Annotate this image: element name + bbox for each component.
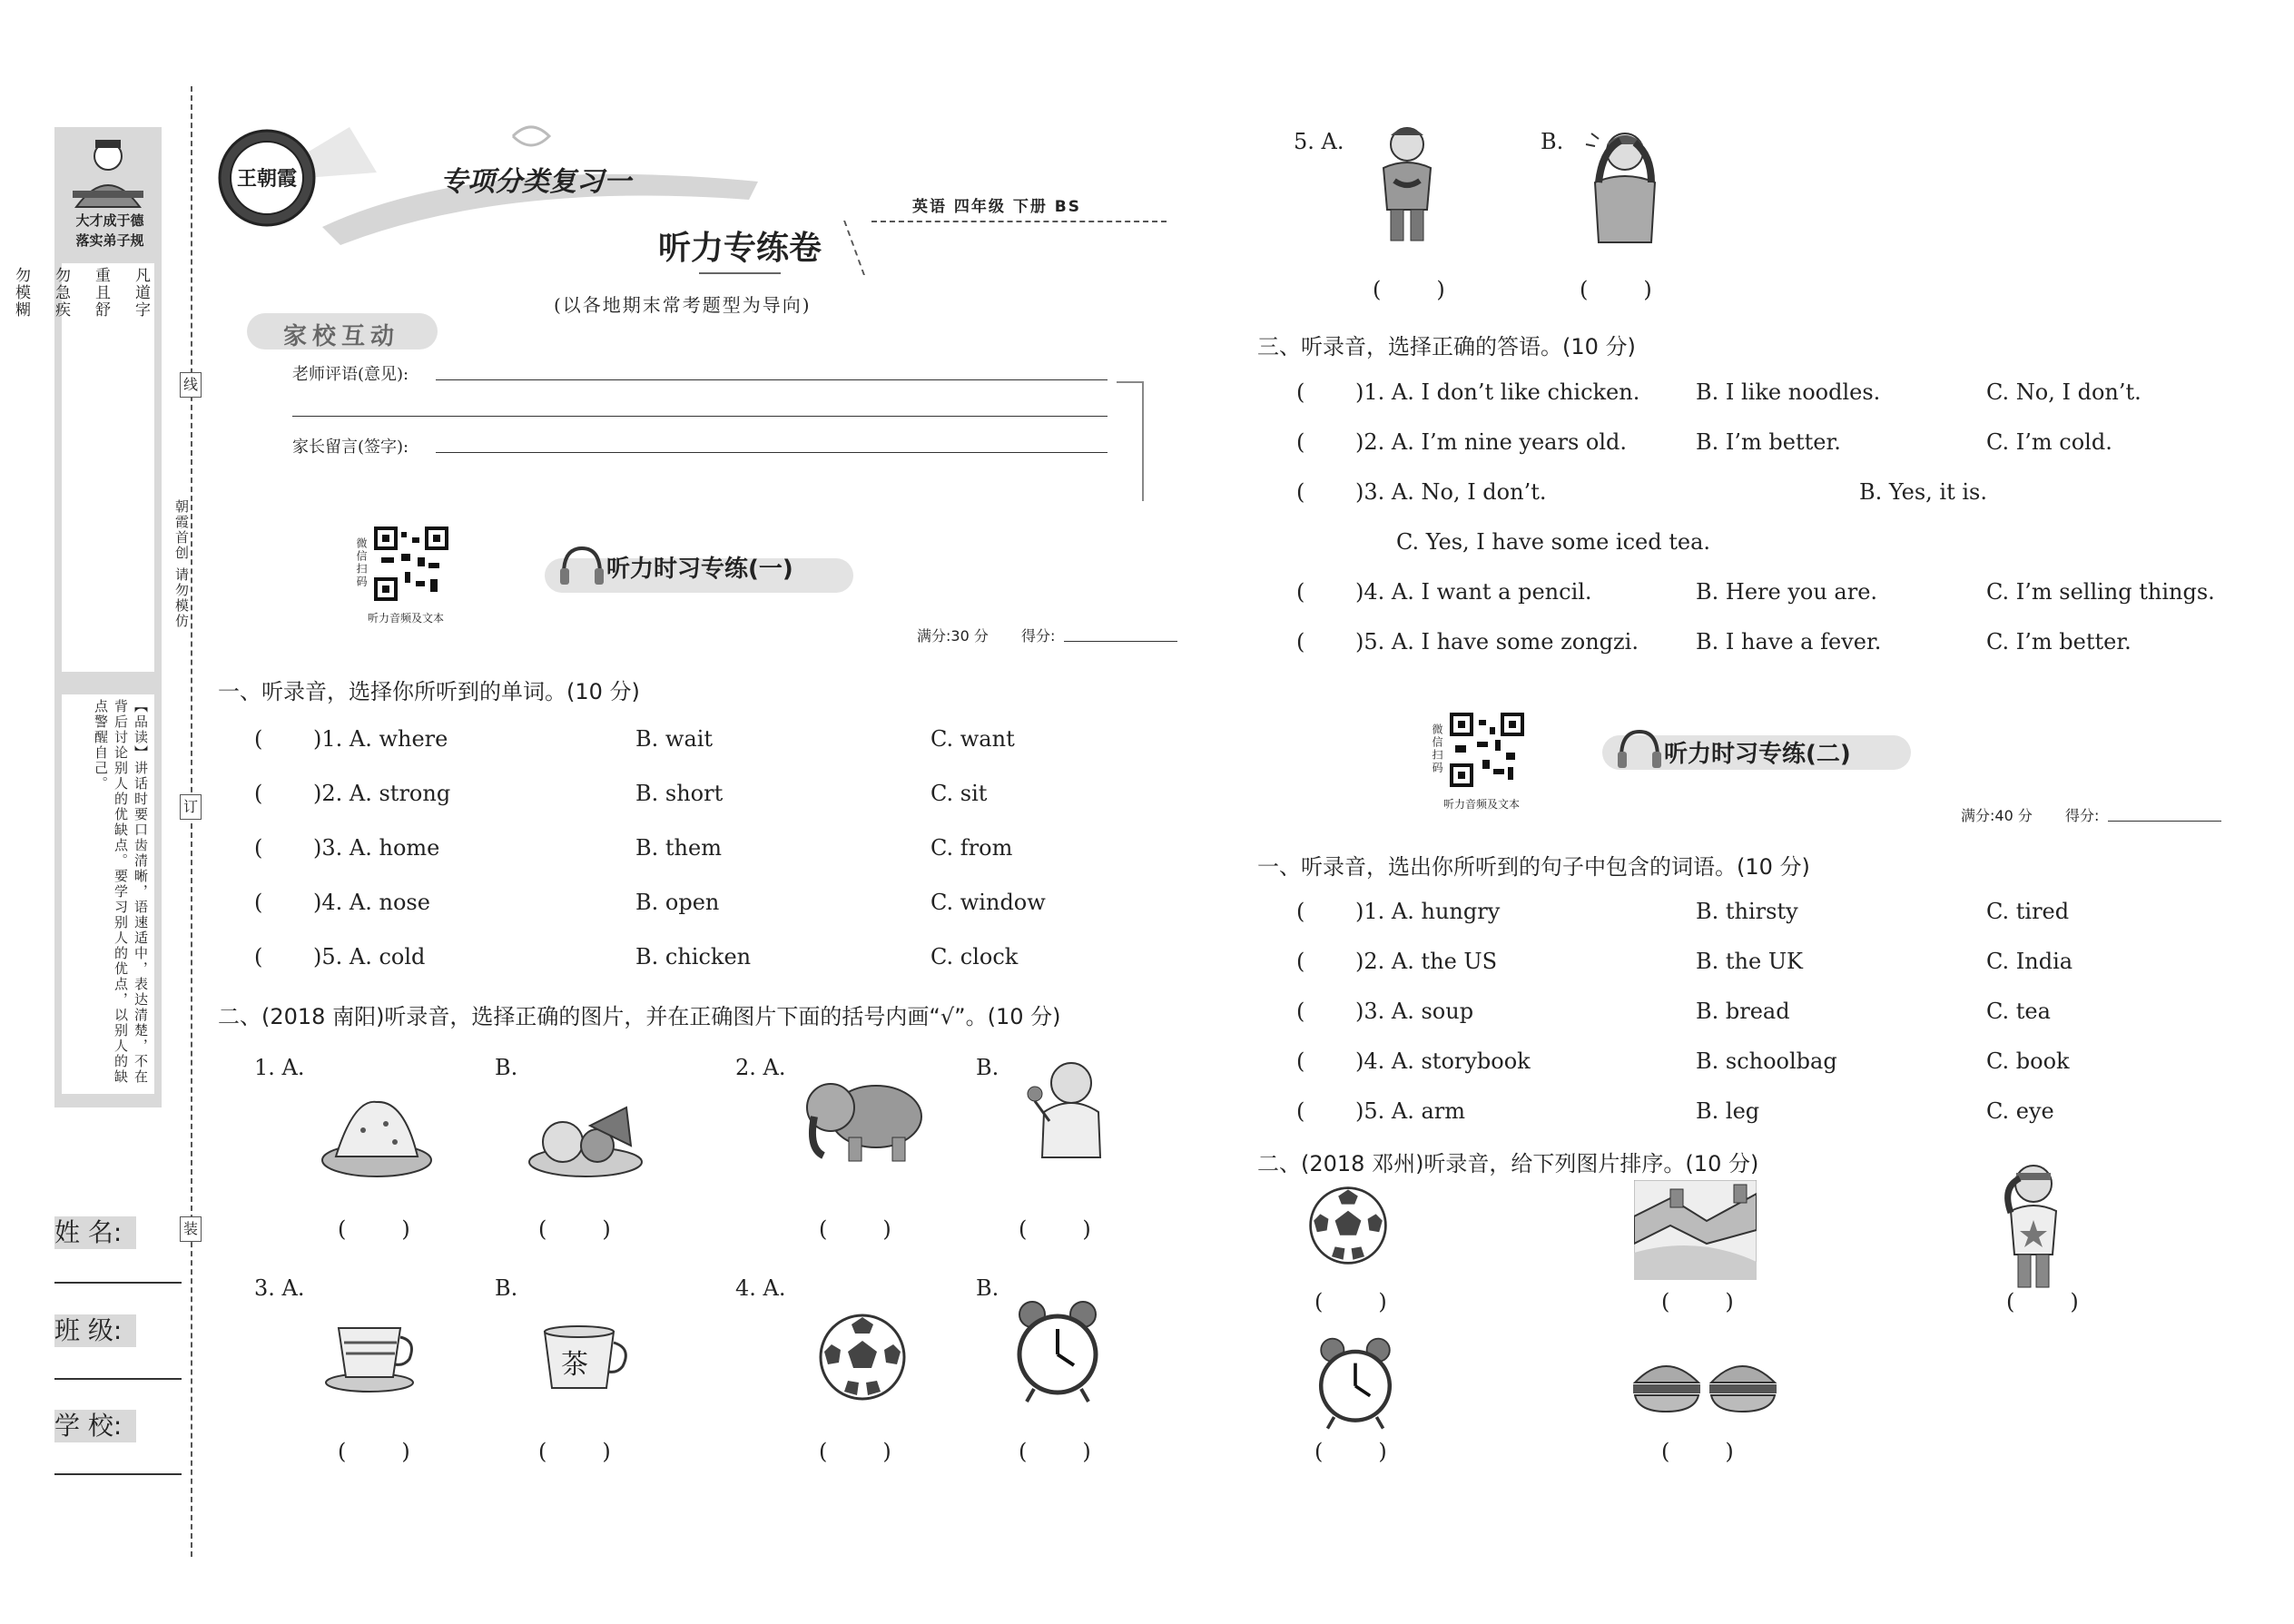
elephant-image	[803, 1067, 930, 1170]
boy-headache-image	[1575, 123, 1675, 249]
practice-2-score: 满分:40 分	[1961, 807, 2033, 824]
list-item: ( )5. A. cold B. chicken C. clock	[254, 944, 1019, 969]
paren-order-1[interactable]: ( )	[1314, 1289, 1387, 1314]
p1-s1-list	[254, 726, 1071, 999]
list-item: ( )1. A. hungry B. thirsty C. tired	[1296, 899, 2070, 924]
practice-2-score-field[interactable]	[2108, 821, 2221, 822]
brand-name: 王朝霞	[236, 167, 297, 191]
header-slant	[843, 221, 892, 275]
alarm-clock-image-2	[1314, 1334, 1396, 1438]
boy-cold-image	[1371, 123, 1443, 249]
qr-scan-text-1: 微信扫码	[355, 537, 368, 588]
teacher-comment-line-2[interactable]	[292, 416, 1108, 417]
fruit-plate-image	[527, 1089, 645, 1184]
headphone-icon	[1616, 726, 1663, 775]
page-title-ornament	[699, 272, 781, 274]
label-3b: B.	[495, 1275, 518, 1301]
school-field[interactable]	[54, 1473, 182, 1475]
practice-2-score-label: 得分:	[2065, 807, 2100, 824]
parent-note-line[interactable]	[436, 452, 1108, 453]
subject-tags: 英语 四年级 下册 BS	[912, 198, 1081, 216]
list-item: ( )5. A. I have some zongzi. B. I have a fever. C. I’m better.	[1296, 629, 2132, 655]
headphone-icon	[558, 543, 605, 592]
label-5a: 5. A.	[1294, 129, 1344, 154]
list-item: ( )2. A. the US B. the UK C. India	[1296, 949, 2073, 974]
paren-order-2[interactable]: ( )	[1661, 1289, 1734, 1314]
paren-4b[interactable]: ( )	[1019, 1439, 1091, 1464]
practice-1-score: 满分:30 分	[917, 627, 989, 645]
paren-order-4[interactable]: ( )	[1314, 1439, 1387, 1464]
paren-3a[interactable]: ( )	[338, 1439, 410, 1464]
list-item: ( )4. A. storybook B. schoolbag C. book	[1296, 1048, 2070, 1074]
boy-sick-image	[1993, 1160, 2074, 1295]
answer-slot[interactable]	[272, 890, 318, 917]
list-item: ( )5. A. arm B. leg C. eye	[1296, 1098, 2054, 1124]
list-item: ( )4. A. nose B. open C. window	[254, 890, 1046, 915]
p2-s1-list	[1296, 899, 2268, 1148]
qr-caption-1: 听力音频及文本	[368, 612, 445, 625]
list-item: ( )3. A. soup B. bread C. tea	[1296, 999, 2051, 1024]
scholar-avatar	[65, 136, 151, 209]
paren-order-5[interactable]: ( )	[1661, 1439, 1734, 1464]
answer-slot[interactable]	[272, 726, 318, 753]
page-title: 听力专练卷	[658, 229, 822, 267]
page-subtitle: (以各地期末常考题型为导向)	[554, 294, 812, 316]
football-image	[817, 1312, 908, 1406]
name-label: 姓 名:	[54, 1216, 136, 1249]
label-1b: B.	[495, 1055, 518, 1080]
label-5b: B.	[1541, 129, 1564, 154]
label-3a: 3. A.	[254, 1275, 305, 1301]
label-4a: 4. A.	[735, 1275, 786, 1301]
poem-col-1: 凡道字 重且舒 勿急疾 勿模糊	[12, 267, 150, 319]
answer-slot[interactable]	[1314, 479, 1360, 507]
list-item: ( )1. A. I don’t like chicken. B. I like noodles. C. No, I don’t.	[1296, 379, 2141, 405]
teacher-comment-label: 老师评语(意见):	[292, 365, 409, 384]
answer-slot[interactable]	[1314, 1048, 1360, 1076]
paren-5b[interactable]: ( )	[1580, 277, 1652, 302]
series-title: 专项分类复习一	[440, 166, 631, 198]
p1-s3-list	[1296, 379, 2268, 679]
motto-top: 大才成于德	[75, 212, 144, 229]
fold-mark-2: 订	[180, 794, 202, 820]
motto-bottom: 落实弟子规	[75, 232, 144, 249]
answer-slot[interactable]	[272, 781, 318, 808]
p1-s3-heading: 三、听录音，选择正确的答语。(10 分)	[1257, 334, 1636, 359]
teacher-comment-line-1[interactable]	[436, 379, 1108, 380]
poem	[12, 267, 151, 666]
label-1a: 1. A.	[254, 1055, 305, 1080]
label-4b: B.	[976, 1275, 999, 1301]
fold-line	[191, 86, 192, 1557]
hamburger-image	[1629, 1348, 1784, 1424]
qr-code-2[interactable]	[1450, 713, 1524, 787]
answer-slot[interactable]	[1314, 949, 1360, 976]
list-item: ( )3. A. home B. them C. from	[254, 835, 1013, 861]
class-label: 班 级:	[54, 1314, 136, 1347]
p2-s2-heading: 二、(2018 邓州)听录音，给下列图片排序。(10 分)	[1257, 1151, 1759, 1176]
practice-1-title: 听力时习专练(一)	[606, 556, 793, 583]
list-item: ( )1. A. where B. wait C. want	[254, 726, 1015, 752]
paren-5a[interactable]: ( )	[1373, 277, 1445, 302]
list-item: ( )2. A. I’m nine years old. B. I’m better. C. I’m cold.	[1296, 429, 2112, 455]
paren-1b[interactable]: ( )	[538, 1216, 611, 1242]
qr-scan-text-2: 微信扫码	[1431, 723, 1443, 774]
paren-2b[interactable]: ( )	[1019, 1216, 1091, 1242]
list-item: ( )4. A. I want a pencil. B. Here you are. C. I’m selling things.	[1296, 579, 2215, 605]
interaction-label: 家校互动	[283, 323, 400, 350]
copyright-note: 朝霞首创 请勿模仿	[173, 499, 190, 629]
coffee-cup-image	[322, 1312, 422, 1397]
answer-slot[interactable]	[1314, 999, 1360, 1026]
answer-slot[interactable]	[272, 835, 318, 862]
paren-3b[interactable]: ( )	[538, 1439, 611, 1464]
class-field[interactable]	[54, 1378, 182, 1380]
p1-s2-heading: 二、(2018 南阳)听录音，选择正确的图片，并在正确图片下面的括号内画“√”。(10 分)	[218, 1004, 1061, 1029]
paren-order-3[interactable]: ( )	[2006, 1289, 2079, 1314]
list-item: ( )3. A. No, I don’t. B. Yes, it is. C. Yes, I have some iced tea.	[1296, 479, 1987, 555]
name-field[interactable]	[54, 1282, 182, 1284]
interaction-frame	[1117, 381, 1144, 501]
practice-2-title: 听力时习专练(二)	[1664, 741, 1851, 768]
school-label: 学 校:	[54, 1410, 136, 1442]
answer-slot[interactable]	[1314, 899, 1360, 926]
label-2a: 2. A.	[735, 1055, 786, 1080]
p2-s1-heading: 一、听录音，选出你所听到的句子中包含的词语。(10 分)	[1257, 854, 1810, 880]
baby-image	[1017, 1058, 1117, 1170]
fold-mark-3: 装	[180, 1216, 202, 1242]
fold-mark-1: 线	[180, 372, 202, 398]
great-wall-image	[1634, 1180, 1757, 1284]
p1-s1-heading: 一、听录音，选择你所听到的单词。(10 分)	[218, 679, 640, 704]
practice-1-score-field[interactable]	[1064, 641, 1177, 642]
answer-slot[interactable]	[1314, 429, 1360, 457]
football-image-2	[1307, 1185, 1389, 1270]
tea-char: 茶	[561, 1349, 588, 1381]
answer-slot[interactable]	[1314, 1098, 1360, 1126]
answer-slot[interactable]	[1314, 379, 1360, 407]
header-dash	[871, 221, 1167, 222]
qr-caption-2: 听力音频及文本	[1443, 798, 1521, 811]
label-2b: B.	[976, 1055, 999, 1080]
answer-slot[interactable]	[1314, 579, 1360, 606]
alarm-clock-image	[1012, 1298, 1103, 1411]
practice-1-score-label: 得分:	[1021, 627, 1056, 645]
answer-slot[interactable]	[272, 944, 318, 971]
rice-image	[318, 1089, 436, 1184]
paren-4a[interactable]: ( )	[819, 1439, 891, 1464]
qr-code-1[interactable]	[374, 527, 448, 601]
list-item: ( )2. A. strong B. short C. sit	[254, 781, 988, 806]
paren-2a[interactable]: ( )	[819, 1216, 891, 1242]
reading-note: 【品读】讲话时要口齿清晰，语速适中，表达清楚，不在背后讨论别人的优缺点。要学习别人的优点，以别人的缺点警醒自己。	[93, 699, 149, 1085]
parent-note-label: 家长留言(签字):	[292, 438, 409, 457]
answer-slot[interactable]	[1314, 629, 1360, 656]
paren-1a[interactable]: ( )	[338, 1216, 410, 1242]
